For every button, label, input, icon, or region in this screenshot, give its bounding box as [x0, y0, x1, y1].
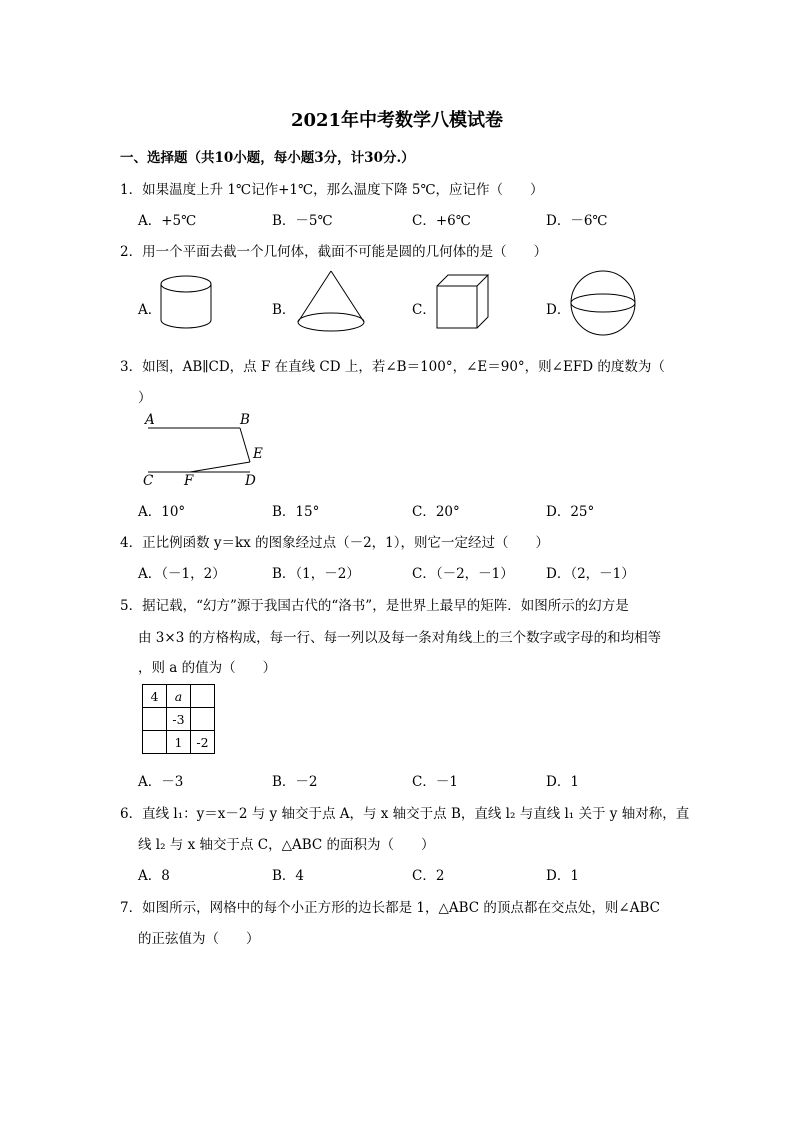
- question-7-line-1: 7．如图所示，网格中的每个小正方形的边长都是 1，△ABC 的顶点都在交点处，则∠ABC: [120, 900, 660, 916]
- question-6-line-1: 6．直线 l₁：y＝x－2 与 y 轴交于点 A，与 x 轴交于点 B，直线 l₂ 与直线 l₁ 关于 y 轴对称，直: [120, 806, 690, 822]
- cube-figure: [434, 272, 492, 332]
- q5-option-d: D．1: [546, 774, 579, 790]
- q4-option-c: C．（－2，－1）: [412, 566, 514, 582]
- section-heading: 一、选择题（共10小题，每小题3分，计30分.）: [120, 150, 415, 166]
- sphere-figure: [568, 268, 638, 338]
- grid-cell: -2: [191, 731, 215, 754]
- grid-cell: 1: [167, 731, 191, 754]
- question-7-line-2: 的正弦值为（ ）: [138, 931, 260, 947]
- q5-option-c: C．－1: [412, 774, 458, 790]
- q5-option-a: A．－3: [138, 774, 184, 790]
- q3-option-d: D．25°: [546, 504, 595, 520]
- q6-option-d: D．1: [546, 868, 579, 884]
- question-2: 2．用一个平面去截一个几何体，截面不可能是圆的几何体的是（ ）: [120, 244, 548, 260]
- label-b: B: [240, 412, 250, 428]
- question-4: 4．正比例函数 y＝kx 的图象经过点（－2，1），则它一定经过（ ）: [120, 535, 550, 551]
- q3-option-b: B．15°: [272, 504, 320, 520]
- q1-option-b: B．－5℃: [272, 213, 333, 229]
- q2-option-c: C．: [412, 302, 436, 318]
- question-5-line-3: ，则 a 的值为（ ）: [138, 660, 277, 676]
- q4-option-b: B．（1，－2）: [272, 566, 360, 582]
- label-a: A: [145, 412, 155, 428]
- label-f: F: [184, 473, 194, 489]
- grid-cell: [143, 731, 167, 754]
- q2-option-b: B．: [272, 302, 296, 318]
- label-c: C: [143, 473, 154, 489]
- q1-option-d: D．－6℃: [546, 213, 608, 229]
- q1-option-c: C．+6℃: [412, 213, 471, 229]
- q2-option-a: A．: [138, 302, 162, 318]
- magic-square-grid: [142, 684, 215, 754]
- grid-cell: [191, 685, 215, 708]
- q2-option-d: D．: [546, 302, 571, 318]
- q6-option-a: A．8: [138, 868, 170, 884]
- question-1: 1．如果温度上升 1℃记作+1℃，那么温度下降 5℃，应记作（ ）: [120, 182, 544, 198]
- question-5-line-2: 由 3×3 的方格构成，每一行、每一列以及每一条对角线上的三个数字或字母的和均相等: [138, 630, 662, 646]
- q3-option-c: C．20°: [412, 504, 460, 520]
- q5-option-b: B．－2: [272, 774, 318, 790]
- grid-cell: [143, 708, 167, 731]
- question-3-line-1: 3．如图，AB∥CD，点 F 在直线 CD 上，若∠B＝100°，∠E＝90°，则∠EFD 的度数为（: [120, 359, 665, 375]
- q6-option-b: B．4: [272, 868, 305, 884]
- question-5-line-1: 5．据记载，“幻方”源于我国古代的“洛书”，是世界上最早的矩阵．如图所示的幻方是: [120, 598, 629, 614]
- q4-option-a: A．（－1，2）: [138, 566, 226, 582]
- grid-cell: -3: [167, 708, 191, 731]
- label-d: D: [245, 473, 256, 489]
- q6-option-c: C．2: [412, 868, 445, 884]
- grid-cell: a: [167, 685, 191, 708]
- question-3-line-2: ）: [138, 390, 152, 406]
- q4-option-d: D．（2，－1）: [546, 566, 635, 582]
- grid-cell: [191, 708, 215, 731]
- q1-option-a: A．+5℃: [138, 213, 197, 229]
- cylinder-figure: [158, 272, 218, 332]
- page-title: 2021年中考数学八模试卷: [290, 110, 504, 131]
- q3-option-a: A．10°: [138, 504, 186, 520]
- cone-figure: [294, 268, 368, 336]
- grid-cell: 4: [143, 685, 167, 708]
- label-e: E: [253, 446, 263, 462]
- question-6-line-2: 线 l₂ 与 x 轴交于点 C，△ABC 的面积为（ ）: [138, 837, 435, 853]
